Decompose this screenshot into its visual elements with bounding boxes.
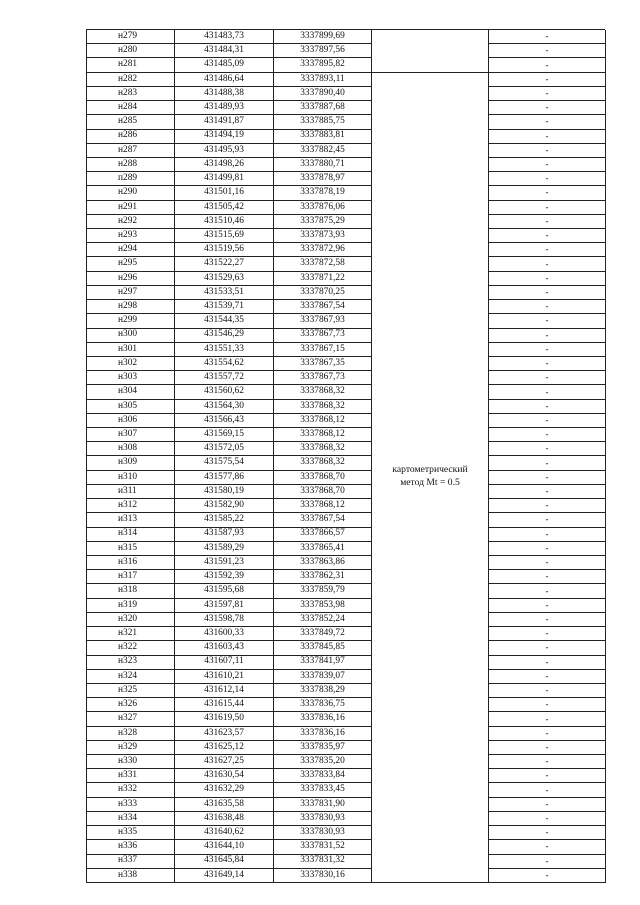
x-coordinate-cell: 431566,43 <box>175 414 274 428</box>
note-cell: - <box>489 144 606 158</box>
x-coordinate-cell: 431612,14 <box>175 684 274 698</box>
y-coordinate-cell: 3337859,79 <box>274 584 372 598</box>
x-coordinate-cell: 431501,16 <box>175 186 274 200</box>
y-coordinate-cell: 3337878,19 <box>274 186 372 200</box>
x-coordinate-cell: 431539,71 <box>175 300 274 314</box>
point-id-cell: н284 <box>87 101 175 115</box>
y-coordinate-cell: 3337831,90 <box>274 798 372 812</box>
x-coordinate-cell: 431635,58 <box>175 798 274 812</box>
note-cell: - <box>489 869 606 883</box>
note-cell: - <box>489 741 606 755</box>
point-id-cell: н323 <box>87 656 175 670</box>
note-cell: - <box>489 257 606 271</box>
note-cell: - <box>489 584 606 598</box>
y-coordinate-cell: 3337867,73 <box>274 371 372 385</box>
note-cell: - <box>489 627 606 641</box>
point-id-cell: н299 <box>87 314 175 328</box>
note-cell: - <box>489 158 606 172</box>
note-cell: - <box>489 329 606 343</box>
point-id-cell: н333 <box>87 798 175 812</box>
point-id-cell: н320 <box>87 613 175 627</box>
note-cell: - <box>489 314 606 328</box>
y-coordinate-cell: 3337835,97 <box>274 741 372 755</box>
method-cell-top-blank <box>372 30 489 73</box>
point-id-cell: н305 <box>87 400 175 414</box>
point-id-cell: н288 <box>87 158 175 172</box>
x-coordinate-cell: 431498,26 <box>175 158 274 172</box>
point-id-cell: н287 <box>87 144 175 158</box>
point-id-cell: н279 <box>87 30 175 44</box>
x-coordinate-cell: 431557,72 <box>175 371 274 385</box>
x-coordinate-cell: 431569,15 <box>175 428 274 442</box>
point-id-cell: и313 <box>87 513 175 527</box>
y-coordinate-cell: 3337868,12 <box>274 499 372 513</box>
note-cell: - <box>489 215 606 229</box>
y-coordinate-cell: 3337872,96 <box>274 243 372 257</box>
note-cell: - <box>489 357 606 371</box>
point-id-cell: н297 <box>87 286 175 300</box>
point-id-cell: н294 <box>87 243 175 257</box>
y-coordinate-cell: 3337867,54 <box>274 300 372 314</box>
note-cell: - <box>489 428 606 442</box>
note-cell: - <box>489 286 606 300</box>
note-cell: - <box>489 414 606 428</box>
point-id-cell: н286 <box>87 130 175 144</box>
point-id-cell: н285 <box>87 115 175 129</box>
y-coordinate-cell: 3337838,29 <box>274 684 372 698</box>
x-coordinate-cell: 431619,50 <box>175 712 274 726</box>
y-coordinate-cell: 3337839,07 <box>274 670 372 684</box>
y-coordinate-cell: 3337885,75 <box>274 115 372 129</box>
y-coordinate-cell: 3337872,58 <box>274 257 372 271</box>
note-cell: - <box>489 727 606 741</box>
x-coordinate-cell: 431572,05 <box>175 442 274 456</box>
x-coordinate-cell: 431638,48 <box>175 812 274 826</box>
x-coordinate-cell: 431495,93 <box>175 144 274 158</box>
y-coordinate-cell: 3337893,11 <box>274 73 372 87</box>
x-coordinate-cell: 431597,81 <box>175 599 274 613</box>
y-coordinate-cell: 3337870,25 <box>274 286 372 300</box>
x-coordinate-cell: 431592,39 <box>175 570 274 584</box>
point-id-cell: н324 <box>87 670 175 684</box>
y-coordinate-cell: 3337831,32 <box>274 855 372 869</box>
point-id-cell: н335 <box>87 826 175 840</box>
y-coordinate-cell: 3337835,20 <box>274 755 372 769</box>
x-coordinate-cell: 431544,35 <box>175 314 274 328</box>
point-id-cell: н338 <box>87 869 175 883</box>
point-id-cell: н330 <box>87 755 175 769</box>
note-cell: - <box>489 812 606 826</box>
x-coordinate-cell: 431519,56 <box>175 243 274 257</box>
note-cell: - <box>489 556 606 570</box>
x-coordinate-cell: 431529,63 <box>175 272 274 286</box>
x-coordinate-cell: 431564,30 <box>175 400 274 414</box>
y-coordinate-cell: 3337867,54 <box>274 513 372 527</box>
y-coordinate-cell: 3337830,16 <box>274 869 372 883</box>
y-coordinate-cell: 3337868,32 <box>274 385 372 399</box>
y-coordinate-cell: 3337867,15 <box>274 343 372 357</box>
x-coordinate-cell: 431607,11 <box>175 656 274 670</box>
x-coordinate-cell: 431644,10 <box>175 840 274 854</box>
x-coordinate-cell: 431515,69 <box>175 229 274 243</box>
point-id-cell: н315 <box>87 542 175 556</box>
note-cell: - <box>489 712 606 726</box>
point-id-cell: н319 <box>87 599 175 613</box>
point-id-cell: н318 <box>87 584 175 598</box>
note-cell: - <box>489 698 606 712</box>
x-coordinate-cell: 431485,09 <box>175 58 274 72</box>
note-cell: - <box>489 30 606 44</box>
method-line-2: метод Mt = 0.5 <box>400 477 460 489</box>
note-cell: - <box>489 272 606 286</box>
y-coordinate-cell: 3337880,71 <box>274 158 372 172</box>
y-coordinate-cell: 3337830,93 <box>274 812 372 826</box>
x-coordinate-cell: 431630,54 <box>175 769 274 783</box>
x-coordinate-cell: 431591,23 <box>175 556 274 570</box>
x-coordinate-cell: 431587,93 <box>175 528 274 542</box>
y-coordinate-cell: 3337833,84 <box>274 769 372 783</box>
note-cell: - <box>489 670 606 684</box>
note-cell: - <box>489 769 606 783</box>
point-id-cell: н302 <box>87 357 175 371</box>
note-cell: - <box>489 201 606 215</box>
point-id-cell: н281 <box>87 58 175 72</box>
y-coordinate-cell: 3337868,70 <box>274 471 372 485</box>
y-coordinate-cell: 3337899,69 <box>274 30 372 44</box>
x-coordinate-cell: 431505,42 <box>175 201 274 215</box>
x-coordinate-cell: 431546,29 <box>175 329 274 343</box>
note-cell: - <box>489 613 606 627</box>
x-coordinate-cell: 431560,62 <box>175 385 274 399</box>
x-coordinate-cell: 431623,57 <box>175 727 274 741</box>
y-coordinate-cell: 3337868,32 <box>274 442 372 456</box>
point-id-cell: н309 <box>87 456 175 470</box>
point-id-cell: н316 <box>87 556 175 570</box>
x-coordinate-cell: 431640,62 <box>175 826 274 840</box>
note-cell: - <box>489 684 606 698</box>
note-cell: - <box>489 442 606 456</box>
point-id-cell: н307 <box>87 428 175 442</box>
y-coordinate-cell: 3337868,12 <box>274 414 372 428</box>
point-id-cell: н282 <box>87 73 175 87</box>
x-coordinate-cell: 431484,31 <box>175 44 274 58</box>
x-coordinate-cell: 431627,25 <box>175 755 274 769</box>
x-coordinate-cell: 431580,19 <box>175 485 274 499</box>
note-cell: - <box>489 101 606 115</box>
point-id-cell: н304 <box>87 385 175 399</box>
x-coordinate-cell: 431488,38 <box>175 87 274 101</box>
note-cell: - <box>489 87 606 101</box>
x-coordinate-cell: 431585,22 <box>175 513 274 527</box>
x-coordinate-cell: 431483,73 <box>175 30 274 44</box>
x-coordinate-cell: 431489,93 <box>175 101 274 115</box>
y-coordinate-cell: 3337849,72 <box>274 627 372 641</box>
note-cell: - <box>489 755 606 769</box>
x-coordinate-cell: 431600,33 <box>175 627 274 641</box>
note-cell: - <box>489 456 606 470</box>
y-coordinate-cell: 3337897,56 <box>274 44 372 58</box>
y-coordinate-cell: 3337841,97 <box>274 656 372 670</box>
x-coordinate-cell: 431494,19 <box>175 130 274 144</box>
note-cell: - <box>489 371 606 385</box>
y-coordinate-cell: 3337868,12 <box>274 428 372 442</box>
x-coordinate-cell: 431645,84 <box>175 855 274 869</box>
point-id-cell: н328 <box>87 727 175 741</box>
point-id-cell: н325 <box>87 684 175 698</box>
y-coordinate-cell: 3337871,22 <box>274 272 372 286</box>
x-coordinate-cell: 431486,64 <box>175 73 274 87</box>
y-coordinate-cell: 3337878,97 <box>274 172 372 186</box>
note-cell: - <box>489 840 606 854</box>
y-coordinate-cell: 3337882,45 <box>274 144 372 158</box>
point-id-cell: н291 <box>87 201 175 215</box>
y-coordinate-cell: 3337895,82 <box>274 58 372 72</box>
x-coordinate-cell: 431551,33 <box>175 343 274 357</box>
y-coordinate-cell: 3337833,45 <box>274 783 372 797</box>
y-coordinate-cell: 3337830,93 <box>274 826 372 840</box>
note-cell: - <box>489 186 606 200</box>
x-coordinate-cell: 431595,68 <box>175 584 274 598</box>
point-id-cell: н296 <box>87 272 175 286</box>
point-id-cell: н280 <box>87 44 175 58</box>
note-cell: - <box>489 570 606 584</box>
point-id-cell: н290 <box>87 186 175 200</box>
x-coordinate-cell: 431491,87 <box>175 115 274 129</box>
x-coordinate-cell: 431649,14 <box>175 869 274 883</box>
note-cell: - <box>489 599 606 613</box>
point-id-cell: н308 <box>87 442 175 456</box>
point-id-cell: н336 <box>87 840 175 854</box>
x-coordinate-cell: 431575,54 <box>175 456 274 470</box>
x-coordinate-cell: 431577,86 <box>175 471 274 485</box>
coordinates-table <box>86 29 605 883</box>
point-id-cell: н295 <box>87 257 175 271</box>
point-id-cell: и311 <box>87 485 175 499</box>
note-cell: - <box>489 783 606 797</box>
note-cell: - <box>489 243 606 257</box>
method-line-1: картометрический <box>392 464 468 476</box>
method-cell <box>372 73 489 883</box>
x-coordinate-cell: 431522,27 <box>175 257 274 271</box>
y-coordinate-cell: 3337873,93 <box>274 229 372 243</box>
note-cell: - <box>489 528 606 542</box>
y-coordinate-cell: 3337890,40 <box>274 87 372 101</box>
point-id-cell: н327 <box>87 712 175 726</box>
point-id-cell: н312 <box>87 499 175 513</box>
x-coordinate-cell: 431615,44 <box>175 698 274 712</box>
y-coordinate-cell: 3337863,86 <box>274 556 372 570</box>
point-id-cell: н301 <box>87 343 175 357</box>
x-coordinate-cell: 431510,46 <box>175 215 274 229</box>
x-coordinate-cell: 431610,21 <box>175 670 274 684</box>
point-id-cell: н298 <box>87 300 175 314</box>
point-id-cell: н329 <box>87 741 175 755</box>
note-cell: - <box>489 172 606 186</box>
y-coordinate-cell: 3337831,52 <box>274 840 372 854</box>
note-cell: - <box>489 400 606 414</box>
point-id-cell: н314 <box>87 528 175 542</box>
x-coordinate-cell: 431554,62 <box>175 357 274 371</box>
point-id-cell: н283 <box>87 87 175 101</box>
note-cell: - <box>489 73 606 87</box>
point-id-cell: н317 <box>87 570 175 584</box>
point-id-cell: н332 <box>87 783 175 797</box>
note-cell: - <box>489 656 606 670</box>
y-coordinate-cell: 3337836,16 <box>274 727 372 741</box>
x-coordinate-cell: 431499,81 <box>175 172 274 186</box>
y-coordinate-cell: 3337866,57 <box>274 528 372 542</box>
y-coordinate-cell: 3337836,16 <box>274 712 372 726</box>
point-id-cell: н310 <box>87 471 175 485</box>
note-cell: - <box>489 385 606 399</box>
note-cell: - <box>489 542 606 556</box>
point-id-cell: н337 <box>87 855 175 869</box>
y-coordinate-cell: 3337865,41 <box>274 542 372 556</box>
point-id-cell: н293 <box>87 229 175 243</box>
y-coordinate-cell: 3337867,35 <box>274 357 372 371</box>
point-id-cell: н331 <box>87 769 175 783</box>
y-coordinate-cell: 3337836,75 <box>274 698 372 712</box>
note-cell: - <box>489 343 606 357</box>
x-coordinate-cell: 431625,12 <box>175 741 274 755</box>
y-coordinate-cell: 3337868,32 <box>274 400 372 414</box>
x-coordinate-cell: 431632,29 <box>175 783 274 797</box>
note-cell: - <box>489 826 606 840</box>
note-cell: - <box>489 641 606 655</box>
note-cell: - <box>489 855 606 869</box>
y-coordinate-cell: 3337868,70 <box>274 485 372 499</box>
y-coordinate-cell: 3337876,06 <box>274 201 372 215</box>
note-cell: - <box>489 485 606 499</box>
point-id-cell: н303 <box>87 371 175 385</box>
y-coordinate-cell: 3337875,29 <box>274 215 372 229</box>
y-coordinate-cell: 3337867,93 <box>274 314 372 328</box>
note-cell: - <box>489 44 606 58</box>
y-coordinate-cell: 3337845,85 <box>274 641 372 655</box>
y-coordinate-cell: 3337883,81 <box>274 130 372 144</box>
y-coordinate-cell: 3337862,31 <box>274 570 372 584</box>
point-id-cell: н322 <box>87 641 175 655</box>
point-id-cell: н334 <box>87 812 175 826</box>
note-cell: - <box>489 130 606 144</box>
point-id-cell: н300 <box>87 329 175 343</box>
point-id-cell: п289 <box>87 172 175 186</box>
y-coordinate-cell: 3337853,98 <box>274 599 372 613</box>
note-cell: - <box>489 798 606 812</box>
x-coordinate-cell: 431603,43 <box>175 641 274 655</box>
y-coordinate-cell: 3337852,24 <box>274 613 372 627</box>
x-coordinate-cell: 431598,78 <box>175 613 274 627</box>
note-cell: - <box>489 513 606 527</box>
x-coordinate-cell: 431589,29 <box>175 542 274 556</box>
point-id-cell: н326 <box>87 698 175 712</box>
note-cell: - <box>489 499 606 513</box>
note-cell: - <box>489 300 606 314</box>
x-coordinate-cell: 431533,51 <box>175 286 274 300</box>
y-coordinate-cell: 3337867,73 <box>274 329 372 343</box>
note-cell: - <box>489 229 606 243</box>
point-id-cell: н292 <box>87 215 175 229</box>
y-coordinate-cell: 3337887,68 <box>274 101 372 115</box>
point-id-cell: н306 <box>87 414 175 428</box>
note-cell: - <box>489 471 606 485</box>
y-coordinate-cell: 3337868,32 <box>274 456 372 470</box>
note-cell: - <box>489 58 606 72</box>
x-coordinate-cell: 431582,90 <box>175 499 274 513</box>
note-cell: - <box>489 115 606 129</box>
point-id-cell: н321 <box>87 627 175 641</box>
